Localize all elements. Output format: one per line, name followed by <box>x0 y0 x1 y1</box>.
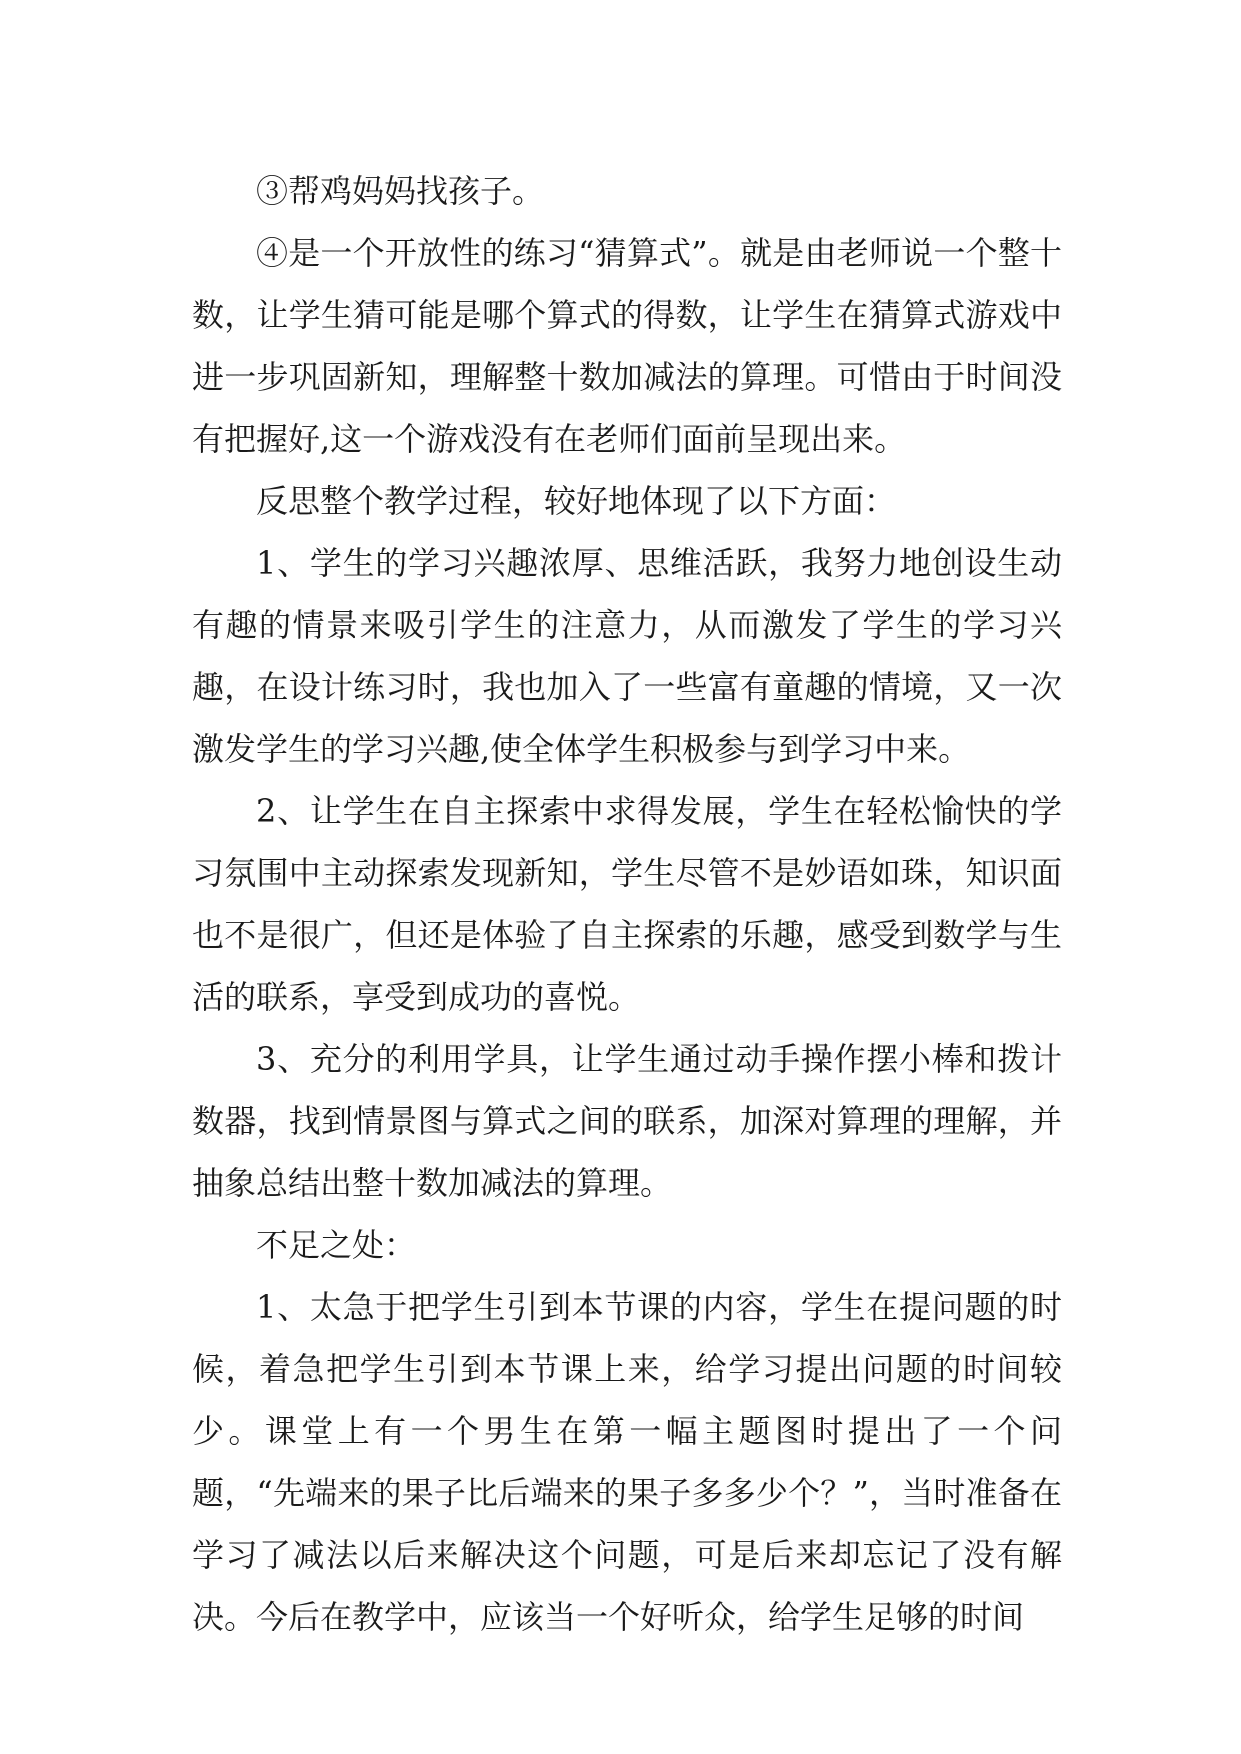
paragraph-strength-2: 2、让学生在自主探索中求得发展，学生在轻松愉快的学习氛围中主动探索发现新知，学生尽管不是妙语如珠，知识面也不是很广，但还是体验了自主探索的乐趣，感受到数学与生活的联系，享受到成功的喜悦。 <box>192 792 1062 1016</box>
paragraph-strength-1: 1、学生的学习兴趣浓厚、思维活跃，我努力地创设生动有趣的情景来吸引学生的注意力，从而激发了学生的学习兴趣，在设计练习时，我也加入了一些富有童趣的情境，又一次激发学生的学习兴趣,使全体学生积极参与到学习中来。 <box>192 544 1062 768</box>
document-body <box>192 160 1062 1648</box>
paragraph-item-3: ③帮鸡妈妈找孩子。 <box>256 172 545 210</box>
paragraph-strength-3: 3、充分的利用学具，让学生通过动手操作摆小棒和拨计数器，找到情景图与算式之间的联系，加深对算理的理解，并抽象总结出整十数加减法的算理。 <box>192 1040 1062 1202</box>
paragraph-item-4: ④是一个开放性的练习“猜算式”。就是由老师说一个整十数，让学生猜可能是哪个算式的得数，让学生在猜算式游戏中进一步巩固新知，理解整十数加减法的算理。可惜由于时间没有把握好,这一个游戏没有在老师们面前呈现出来。 <box>192 234 1062 458</box>
paragraph-shortcomings-heading: 不足之处： <box>256 1226 417 1264</box>
paragraph-shortcoming-1: 1、太急于把学生引到本节课的内容，学生在提问题的时候，着急把学生引到本节课上来，给学习提出问题的时间较少。课堂上有一个男生在第一幅主题图时提出了一个问题，“先端来的果子比后端来的果子多多少个？”，当时准备在学习了减法以后来解决这个问题，可是后来却忘记了没有解决。今后在教学中，应该当一个好听众，给学生足够的时间 <box>192 1288 1062 1636</box>
paragraph-reflection-intro: 反思整个教学过程，较好地体现了以下方面： <box>256 482 897 520</box>
